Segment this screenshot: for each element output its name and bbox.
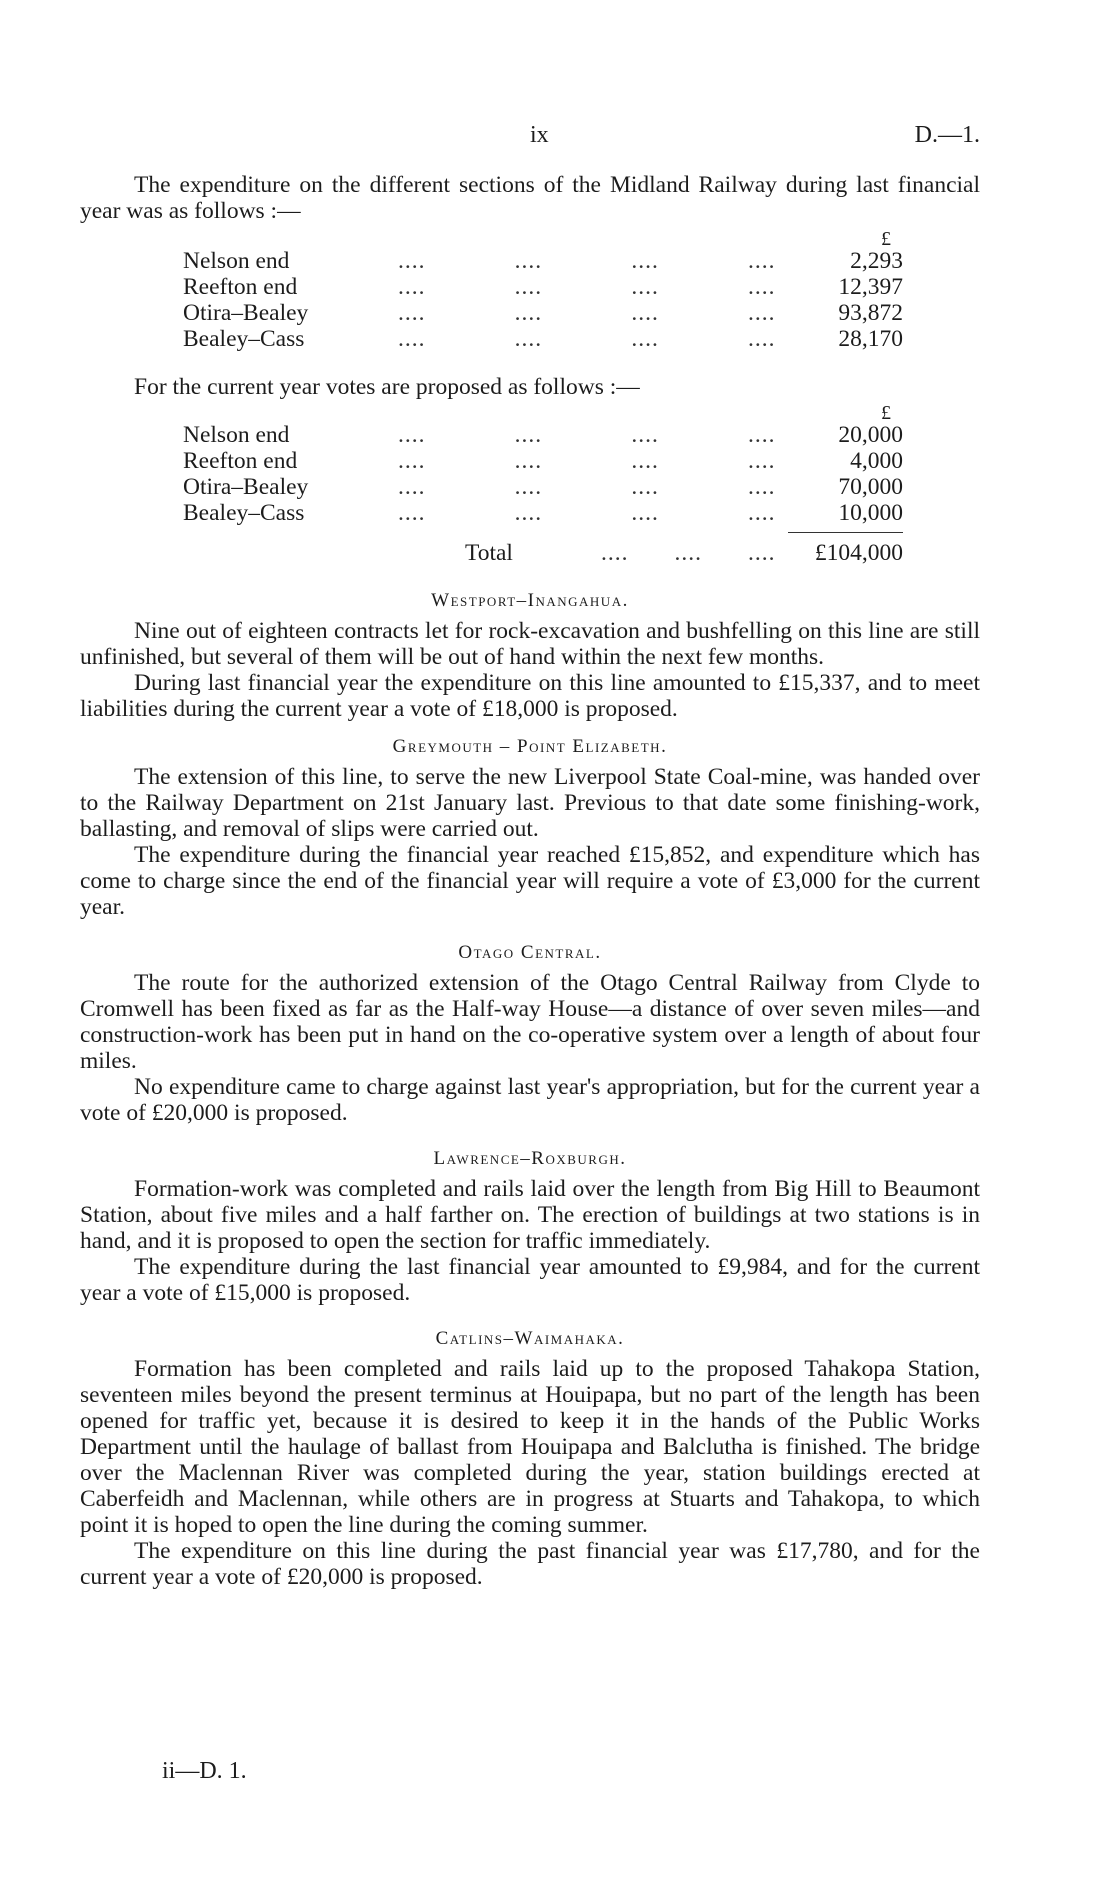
row-amount: 28,170 bbox=[838, 326, 903, 352]
leader-dots: .... .... .... .... bbox=[398, 448, 776, 474]
total-rule bbox=[788, 532, 903, 533]
row-label: Nelson end bbox=[183, 248, 290, 274]
section-paragraph: The expenditure during the last financial year amounted to £9,984, and for the current year a vote of £15,000 is proposed. bbox=[80, 1254, 980, 1306]
leader-dots: .... .... .... .... bbox=[398, 248, 776, 274]
table-row bbox=[183, 422, 903, 448]
table-row bbox=[183, 300, 903, 326]
row-label: Bealey–Cass bbox=[183, 500, 305, 526]
leader-dots: .... .... .... .... bbox=[398, 274, 776, 300]
signature-mark: ii—D. 1. bbox=[162, 1758, 247, 1784]
votes-table bbox=[183, 400, 903, 574]
intro2-paragraph: For the current year votes are proposed as follows :— bbox=[134, 374, 640, 400]
row-amount: 12,397 bbox=[838, 274, 903, 300]
total-label: Total bbox=[465, 540, 513, 566]
section-paragraph: The route for the authorized extension of the Otago Central Railway from Clyde to Cromwell has been fixed as far as the Half-way House—a distance of over seven miles—and construction-work has been put in hand on the co-operative system over a length of about four miles. bbox=[80, 970, 980, 1074]
section-paragraph: The expenditure on this line during the past financial year was £17,780, and for the current year a vote of £20,000 is proposed. bbox=[80, 1538, 980, 1590]
row-label: Otira–Bealey bbox=[183, 474, 309, 500]
leader-dots: .... .... .... .... bbox=[398, 474, 776, 500]
section-paragraph: No expenditure came to charge against last year's appropriation, but for the current year a vote of £20,000 is proposed. bbox=[80, 1074, 980, 1126]
row-label: Otira–Bealey bbox=[183, 300, 309, 326]
table-row bbox=[183, 500, 903, 526]
leader-dots: .... .... .... .... bbox=[398, 422, 776, 448]
leader-dots: .... .... .... .... bbox=[398, 300, 776, 326]
row-label: Reefton end bbox=[183, 448, 298, 474]
currency-header: £ bbox=[881, 228, 891, 250]
intro-paragraph: The expenditure on the different sections of the Midland Railway during last financial year was as follows :— bbox=[80, 172, 980, 224]
row-amount: 2,293 bbox=[850, 248, 903, 274]
section-paragraph: Formation-work was completed and rails laid over the length from Big Hill to Beaumont Station, about five miles and a half farther on. The erection of buildings at two stations is in hand, and it is proposed to open the section for traffic immediately. bbox=[80, 1176, 980, 1254]
row-label: Bealey–Cass bbox=[183, 326, 305, 352]
section-paragraph: The expenditure during the financial year reached £15,852, and expenditure which has come to charge since the end of the financial year will require a vote of £3,000 for the current year. bbox=[80, 842, 980, 920]
section-paragraph: The extension of this line, to serve the new Liverpool State Coal-mine, was handed over to the Railway Department on 21st January last. Previous to that date some finishing-work, ballasting, and removal of slips were carried out. bbox=[80, 764, 980, 842]
section-heading-westport: Westport–Inangahua. bbox=[431, 590, 629, 611]
section-paragraph: During last financial year the expenditure on this line amounted to £15,337, and to meet liabilities during the current year a vote of £18,000 is proposed. bbox=[80, 670, 980, 722]
table-row bbox=[183, 326, 903, 352]
expenditure-table bbox=[183, 226, 903, 352]
row-amount: 70,000 bbox=[838, 474, 903, 500]
section-heading-greymouth: Greymouth – Point Elizabeth. bbox=[392, 736, 668, 757]
row-amount: 20,000 bbox=[838, 422, 903, 448]
total-row bbox=[183, 540, 903, 574]
table-row bbox=[183, 274, 903, 300]
table-row bbox=[183, 474, 903, 500]
section-heading-catlins-waimahaka: Catlins–Waimahaka. bbox=[435, 1328, 625, 1349]
row-label: Reefton end bbox=[183, 274, 298, 300]
table-row bbox=[183, 448, 903, 474]
row-amount: 93,872 bbox=[838, 300, 903, 326]
total-amount: £104,000 bbox=[814, 540, 903, 566]
leader-dots: .... .... .... .... bbox=[398, 326, 776, 352]
section-heading-otago-central: Otago Central. bbox=[458, 942, 602, 963]
section-paragraph: Formation has been completed and rails laid up to the proposed Tahakopa Station, seventeen miles beyond the present terminus at Houipapa, but no part of the length has been opened for traffic yet, because it is desired to keep it in the hands of the Public Works Department until the haulage of ballast from Houipapa and Balclutha is finished. The bridge over the Maclennan River was completed during the year, station buildings erected at Caberfeidh and Maclennan, while others are in progress at Stuarts and Tahakopa, to which point it is hoped to open the line during the coming summer. bbox=[80, 1356, 980, 1538]
row-amount: 4,000 bbox=[850, 448, 903, 474]
leader-dots: .... .... .... .... bbox=[398, 500, 776, 526]
section-heading-lawrence-roxburgh: Lawrence–Roxburgh. bbox=[433, 1148, 627, 1169]
document-reference: D.—1. bbox=[914, 122, 980, 148]
row-amount: 10,000 bbox=[838, 500, 903, 526]
page-number: ix bbox=[530, 122, 549, 148]
row-label: Nelson end bbox=[183, 422, 290, 448]
section-paragraph: Nine out of eighteen contracts let for rock-excavation and bushfelling on this line are still unfinished, but several of them will be out of hand within the next few months. bbox=[80, 618, 980, 670]
page-content bbox=[80, 172, 980, 1590]
table-row bbox=[183, 248, 903, 274]
currency-header: £ bbox=[881, 402, 891, 424]
leader-dots: .... .... .... bbox=[601, 540, 776, 566]
page-header bbox=[0, 122, 1114, 162]
